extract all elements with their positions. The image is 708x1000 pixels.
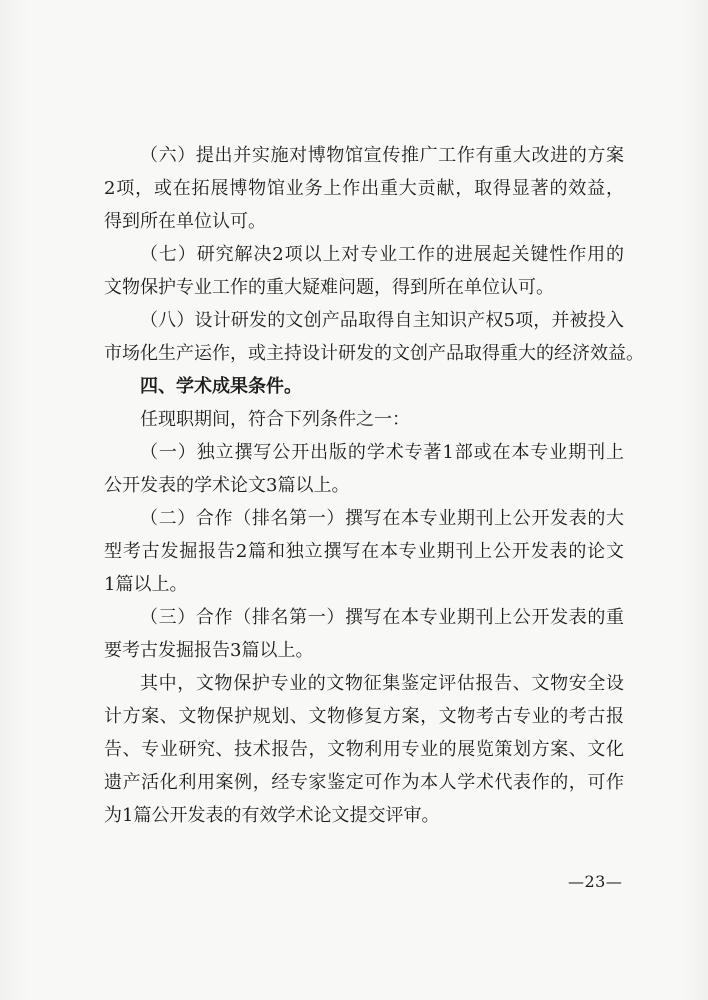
paragraph-line: 为1篇公开发表的有效学术论文提交评审。	[104, 805, 440, 826]
paragraph-line: 公开发表的学术论文3篇以上。	[104, 475, 350, 496]
paragraph-line: 得到所在单位认可。	[104, 211, 266, 232]
section-heading: 四、学术成果条件。	[140, 376, 302, 397]
paragraph-line: 要考古发掘报告3篇以上。	[104, 640, 314, 661]
paragraph-line: 2项，或在拓展博物馆业务上作出重大贡献，取得显著的效益，	[104, 178, 624, 199]
paragraph-line: （二）合作（排名第一）撰写在本专业期刊上公开发表的大	[140, 508, 624, 529]
paragraph-line: （一）独立撰写公开出版的学术专著1部或在本专业期刊上	[140, 442, 624, 463]
page-number: —23—	[568, 872, 623, 891]
paragraph-line: （八）设计研发的文创产品取得自主知识产权5项，并被投入	[140, 310, 624, 331]
paragraph-line: 文物保护专业工作的重大疑难问题，得到所在单位认可。	[104, 277, 554, 298]
document-body	[104, 139, 644, 832]
paragraph-line: 其中，文物保护专业的文物征集鉴定评估报告、文物安全设	[140, 673, 624, 694]
paragraph-line: 任现职期间，符合下列条件之一：	[140, 409, 410, 430]
paragraph-line: （七）研究解决2项以上对专业工作的进展起关键性作用的	[140, 244, 624, 265]
paragraph-line: 计方案、文物保护规划、文物修复方案，文物考古专业的考古报	[104, 706, 624, 727]
paragraph-line: 市场化生产运作，或主持设计研发的文创产品取得重大的经济效益。	[104, 343, 644, 364]
paragraph-line: 遗产活化利用案例，经专家鉴定可作为本人学术代表作的，可作	[104, 772, 624, 793]
paragraph-line: （六）提出并实施对博物馆宣传推广工作有重大改进的方案	[140, 145, 624, 166]
paragraph-line: （三）合作（排名第一）撰写在本专业期刊上公开发表的重	[140, 607, 624, 628]
paragraph-line: 型考古发掘报告2篇和独立撰写在本专业期刊上公开发表的论文	[104, 541, 624, 562]
paragraph-line: 1篇以上。	[104, 574, 188, 595]
paragraph-line: 告、专业研究、技术报告，文物利用专业的展览策划方案、文化	[104, 739, 624, 760]
